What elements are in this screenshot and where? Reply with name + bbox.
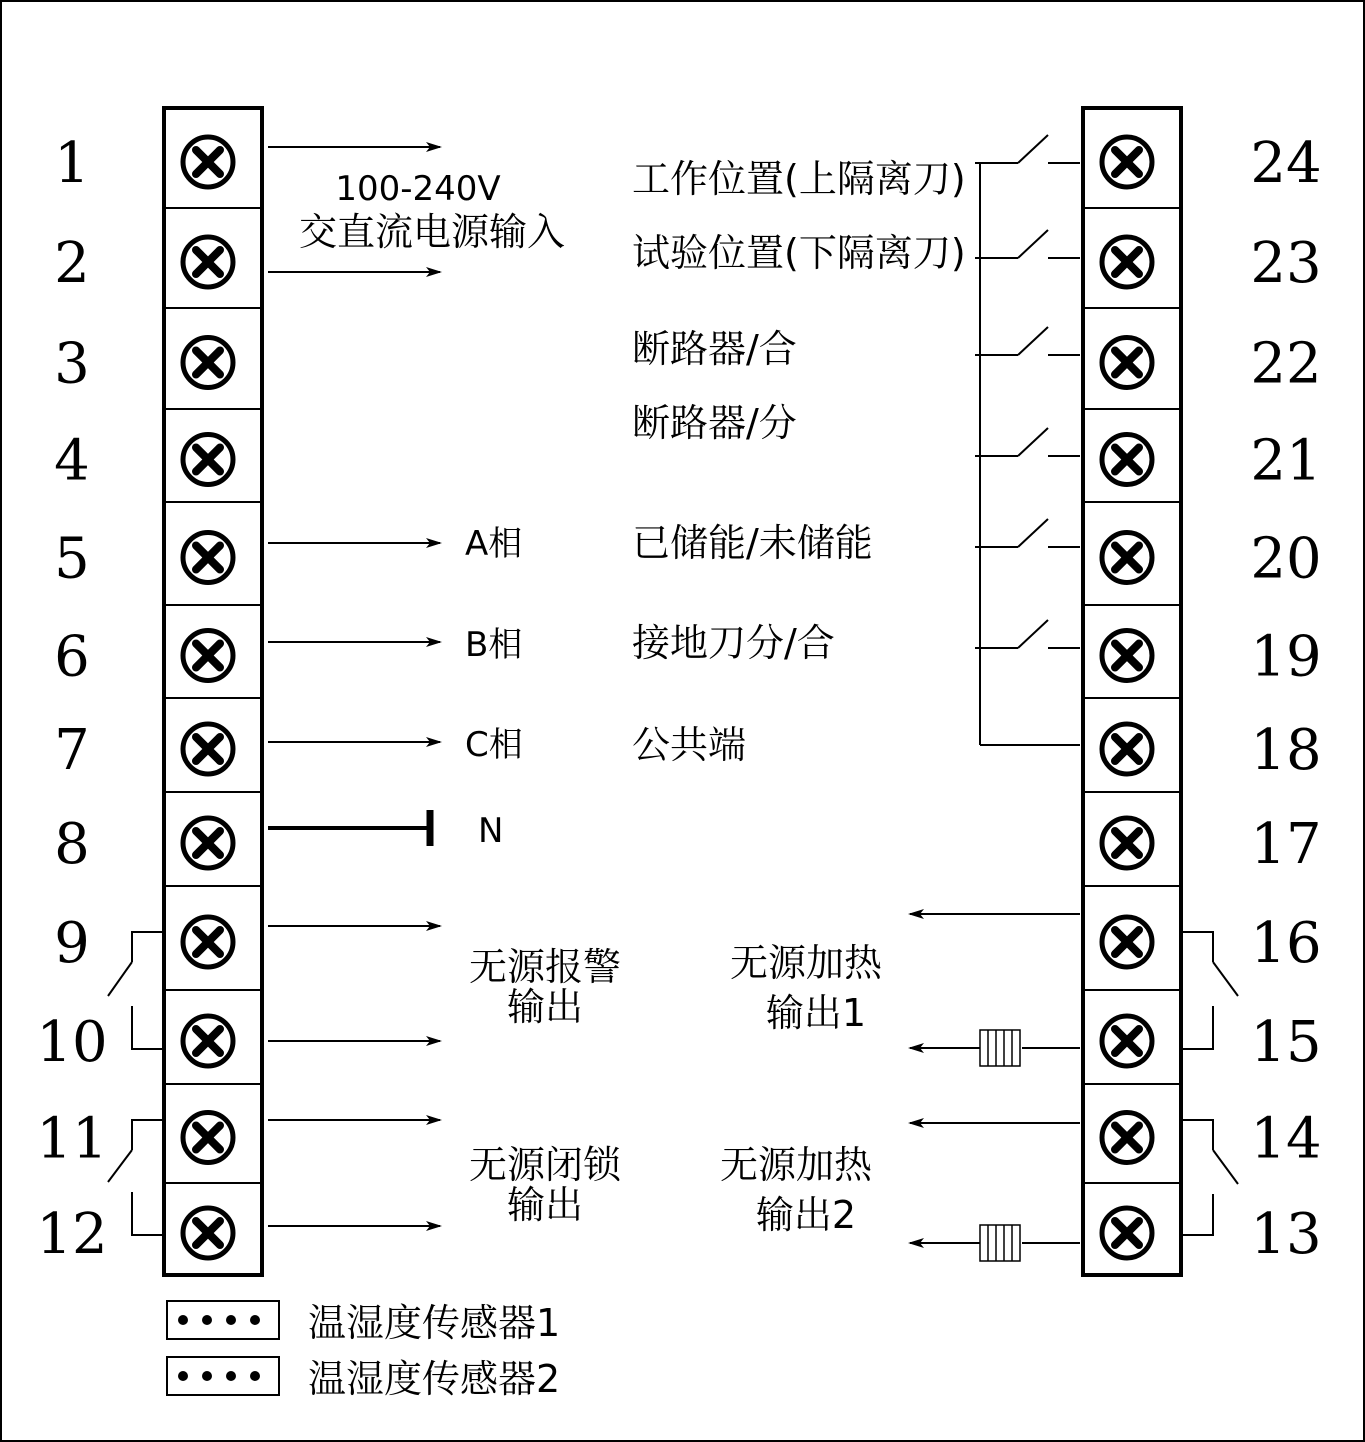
terminal-screw-icon	[1102, 631, 1152, 681]
left-terminal-number: 12	[36, 1202, 108, 1267]
switch-label-ground-switch: 接地刀分/合	[632, 621, 835, 665]
right-terminal-number: 21	[1250, 428, 1322, 494]
right-terminal-number: 19	[1250, 624, 1322, 690]
right-terminal-block	[1083, 108, 1181, 1275]
terminal-screw-icon	[183, 1016, 233, 1066]
right-terminal-number: 24	[1250, 131, 1322, 196]
terminal-screw-icon	[1102, 137, 1152, 187]
terminal-screw-icon	[183, 631, 233, 681]
left-terminal-number: 3	[54, 331, 90, 397]
terminal-screw-icon	[183, 1208, 233, 1258]
power-voltage-label: 100-240V	[335, 169, 501, 209]
terminal-screw-icon	[1102, 1016, 1152, 1066]
terminal-screw-icon	[183, 533, 233, 583]
sensor-1-label: 温湿度传感器1	[308, 1301, 561, 1345]
left-terminal-number: 4	[54, 428, 90, 494]
left-terminal-number: 2	[54, 231, 90, 296]
terminal-screw-icon	[1102, 338, 1152, 388]
terminal-screw-icon	[1102, 1208, 1152, 1258]
heater-resistor-2	[980, 1225, 1020, 1261]
terminal-screw-icon	[183, 818, 233, 868]
left-terminal-number: 1	[54, 131, 90, 196]
switch-label-breaker-open: 断路器/分	[632, 401, 797, 445]
terminal-screw-icon	[183, 917, 233, 967]
switch-label-working-position: 工作位置(上隔离刀)	[632, 157, 966, 201]
terminal-screw-icon	[183, 724, 233, 774]
terminal-screw-icon	[1102, 917, 1152, 967]
terminal-screw-icon	[183, 1113, 233, 1163]
right-terminal-number: 22	[1250, 331, 1322, 397]
terminal-screw-icon	[183, 237, 233, 287]
right-terminal-number: 23	[1250, 231, 1322, 296]
left-terminal-number: 11	[36, 1106, 108, 1172]
switch-label-common: 公共端	[632, 723, 747, 767]
heat-output-2-label-1: 无源加热	[719, 1143, 873, 1187]
lock-output-label-1: 无源闭锁	[468, 1143, 622, 1187]
sensor-connector-1	[167, 1301, 279, 1339]
terminal-screw-icon	[1102, 237, 1152, 287]
right-terminal-number: 20	[1250, 526, 1322, 592]
phase-b-label: B相	[465, 625, 523, 665]
sensor-connector-2	[167, 1357, 279, 1395]
terminal-screw-icon	[183, 435, 233, 485]
right-terminal-number: 13	[1250, 1202, 1322, 1267]
terminal-screw-icon	[1102, 1113, 1152, 1163]
right-terminal-number: 17	[1250, 812, 1322, 877]
alarm-output-label-1: 无源报警	[468, 945, 622, 989]
right-terminal-number: 14	[1250, 1106, 1322, 1172]
phase-a-label: A相	[465, 524, 523, 564]
switch-label-test-position: 试验位置(下隔离刀)	[632, 231, 966, 275]
right-terminal-number: 16	[1250, 911, 1322, 976]
power-description-label: 交直流电源输入	[298, 210, 566, 254]
alarm-output-label-2: 输出	[506, 985, 584, 1029]
heat-output-2-label-2: 输出2	[755, 1193, 857, 1237]
terminal-screw-icon	[1102, 818, 1152, 868]
left-terminal-number: 5	[54, 526, 90, 592]
heat-output-1-label-2: 输出1	[765, 991, 867, 1035]
terminal-screw-icon	[1102, 724, 1152, 774]
heat-output-1-label-1: 无源加热	[729, 941, 883, 985]
phase-c-label: C相	[465, 725, 523, 765]
switch-label-breaker-closed: 断路器/合	[632, 327, 797, 371]
terminal-screw-icon	[183, 338, 233, 388]
right-terminal-number: 18	[1250, 718, 1322, 783]
left-terminal-number: 7	[54, 718, 90, 783]
terminal-screw-icon	[1102, 435, 1152, 485]
neutral-label: N	[478, 811, 504, 851]
terminal-screw-icon	[1102, 533, 1152, 583]
right-terminal-number: 15	[1250, 1010, 1322, 1075]
heater-resistor-1	[980, 1030, 1020, 1066]
left-terminal-number: 10	[36, 1010, 108, 1075]
left-terminal-number: 8	[54, 812, 90, 877]
sensor-2-label: 温湿度传感器2	[308, 1357, 561, 1401]
switch-label-energy-stored: 已储能/未储能	[632, 521, 873, 565]
lock-output-label-2: 输出	[506, 1183, 584, 1227]
terminal-screw-icon	[183, 137, 233, 187]
left-terminal-number: 6	[54, 624, 90, 690]
left-terminal-block	[164, 108, 262, 1275]
left-terminal-number: 9	[54, 911, 90, 976]
